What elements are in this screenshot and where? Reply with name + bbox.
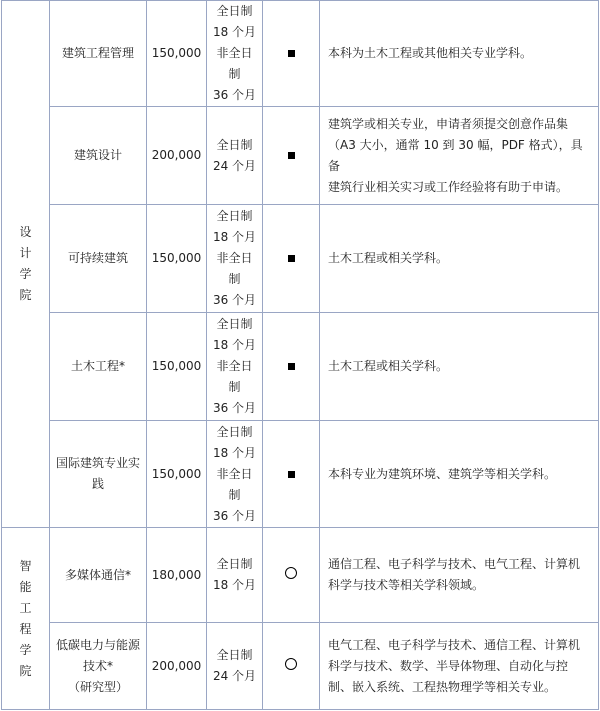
table-row — [2, 623, 599, 710]
table-row — [2, 107, 599, 205]
program-duration: 全日制 18 个月 — [207, 528, 263, 623]
program-name: 多媒体通信* — [50, 528, 147, 623]
program-name: 土木工程* — [50, 313, 147, 421]
program-fee: 150,000 — [147, 421, 207, 528]
program-fee: 150,000 — [147, 205, 207, 313]
filled-square-icon — [288, 50, 295, 57]
program-requirement: 土木工程或相关学科。 — [320, 205, 599, 313]
hollow-circle-icon — [285, 658, 297, 670]
program-requirement: 土木工程或相关学科。 — [320, 313, 599, 421]
programs-table — [1, 0, 599, 710]
program-duration: 全日制 18 个月 非全日 制 36 个月 — [207, 313, 263, 421]
table-row — [2, 528, 599, 623]
program-requirement: 本科为土木工程或其他相关专业学科。 — [320, 1, 599, 107]
program-fee: 200,000 — [147, 623, 207, 710]
table-row — [2, 1, 599, 107]
program-requirement: 电气工程、电子科学与技术、通信工程、计算机 科学与技术、数学、半导体物理、自动化与控 制、嵌入系统、工程热物理学等相关专业。 — [320, 623, 599, 710]
mode-cell — [263, 107, 320, 205]
table-row — [2, 421, 599, 528]
program-name: 国际建筑专业实 践 — [50, 421, 147, 528]
school-cell-engineering — [2, 528, 50, 710]
school-cell-design — [2, 1, 50, 528]
program-duration: 全日制 24 个月 — [207, 107, 263, 205]
program-requirement: 通信工程、电子科学与技术、电气工程、计算机 科学与技术等相关学科领域。 — [320, 528, 599, 623]
program-fee: 180,000 — [147, 528, 207, 623]
table-row — [2, 205, 599, 313]
mode-cell — [263, 205, 320, 313]
program-name: 低碳电力与能源 技术* （研究型） — [50, 623, 147, 710]
program-fee: 200,000 — [147, 107, 207, 205]
program-fee: 150,000 — [147, 313, 207, 421]
mode-cell — [263, 528, 320, 623]
school-name-design: 设 计 学 院 — [19, 225, 32, 302]
mode-cell — [263, 1, 320, 107]
filled-square-icon — [288, 255, 295, 262]
school-name-engineering: 智 能 工 程 学 院 — [19, 558, 32, 678]
program-name: 建筑工程管理 — [50, 1, 147, 107]
program-duration: 全日制 24 个月 — [207, 623, 263, 710]
filled-square-icon — [288, 152, 295, 159]
mode-cell — [263, 623, 320, 710]
mode-cell — [263, 421, 320, 528]
program-requirement: 本科专业为建筑环境、建筑学等相关学科。 — [320, 421, 599, 528]
program-name: 建筑设计 — [50, 107, 147, 205]
program-duration: 全日制 18 个月 非全日 制 36 个月 — [207, 421, 263, 528]
program-duration: 全日制 18 个月 非全日 制 36 个月 — [207, 1, 263, 107]
filled-square-icon — [288, 363, 295, 370]
program-name: 可持续建筑 — [50, 205, 147, 313]
table-row — [2, 313, 599, 421]
program-requirement: 建筑学或相关专业，申请者须提交创意作品集 （A3 大小，通常 10 到 30 幅，PDF 格式），具备 建筑行业相关实习或工作经验将有助于申请。 — [320, 107, 599, 205]
hollow-circle-icon — [285, 567, 297, 579]
program-duration: 全日制 18 个月 非全日 制 36 个月 — [207, 205, 263, 313]
filled-square-icon — [288, 471, 295, 478]
program-fee: 150,000 — [147, 1, 207, 107]
mode-cell — [263, 313, 320, 421]
